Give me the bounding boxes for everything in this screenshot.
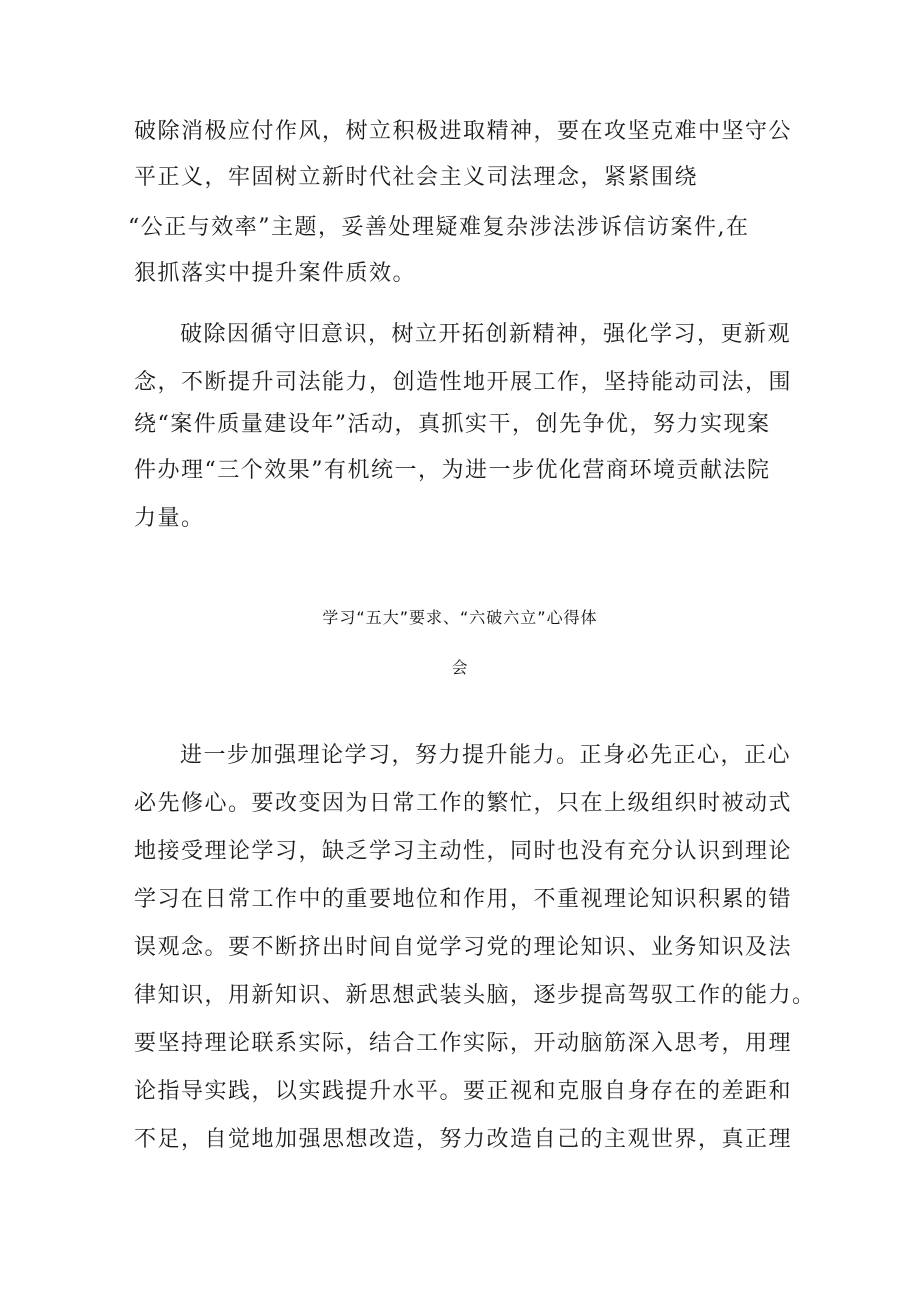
paragraph-line: 必先修心。要改变因为日常工作的繁忙，只在上级组织时被动式 [134,791,793,816]
paragraph-line: 件办理“三个效果”有机统一，为进一步优化营商环境贡献法院 [134,458,771,483]
paragraph-line: 学习在日常工作中的重要地位和作用，不重视理论知识积累的错 [134,887,793,912]
section-heading: 学习“五大”要求、“六破六立”心得体 [322,608,598,627]
paragraph-line: 进一步加强理论学习，努力提升能力。正身必先正心，正心 [180,743,792,768]
paragraph-line: 绕“案件质量建设年”活动，真抓实干，创先争优，努力实现案 [134,412,771,437]
paragraph-line: 不足，自觉地加强思想改造，努力改造自己的主观世界，真正理 [134,1127,793,1152]
paragraph-line: 念，不断提升司法能力，创造性地开展工作，坚持能动司法，围 [134,370,793,395]
paragraph-line: 破除消极应付作风，树立积极进取精神，要在攻坚克难中坚守公 [134,119,793,144]
paragraph-line: 要坚持理论联系实际，结合工作实际，开动脑筋深入思考，用理 [134,1031,793,1056]
section-heading-continued: 会 [451,658,469,677]
paragraph-line: 狠抓落实中提升案件质效。 [134,261,417,286]
paragraph-line: 律知识，用新知识、新思想武装头脑，逐步提高驾驭工作的能力。 [134,983,816,1008]
paragraph-line: 破除因循守旧意识，树立开拓创新精神，强化学习，更新观 [180,322,792,347]
paragraph-line: 论指导实践，以实践提升水平。要正视和克服自身存在的差距和 [134,1079,793,1104]
paragraph-line: 地接受理论学习，缺乏学习主动性，同时也没有充分认识到理论 [134,839,793,864]
paragraph-line: “公正与效率”主题，妥善处理疑难复杂涉法涉诉信访案件,在 [128,215,750,240]
paragraph-line: 平正义，牢固树立新时代社会主义司法理念，紧紧围绕 [134,165,699,190]
paragraph-line: 力量。 [134,506,205,531]
paragraph-line: 误观念。要不断挤出时间自觉学习党的理论知识、业务知识及法 [134,935,793,960]
